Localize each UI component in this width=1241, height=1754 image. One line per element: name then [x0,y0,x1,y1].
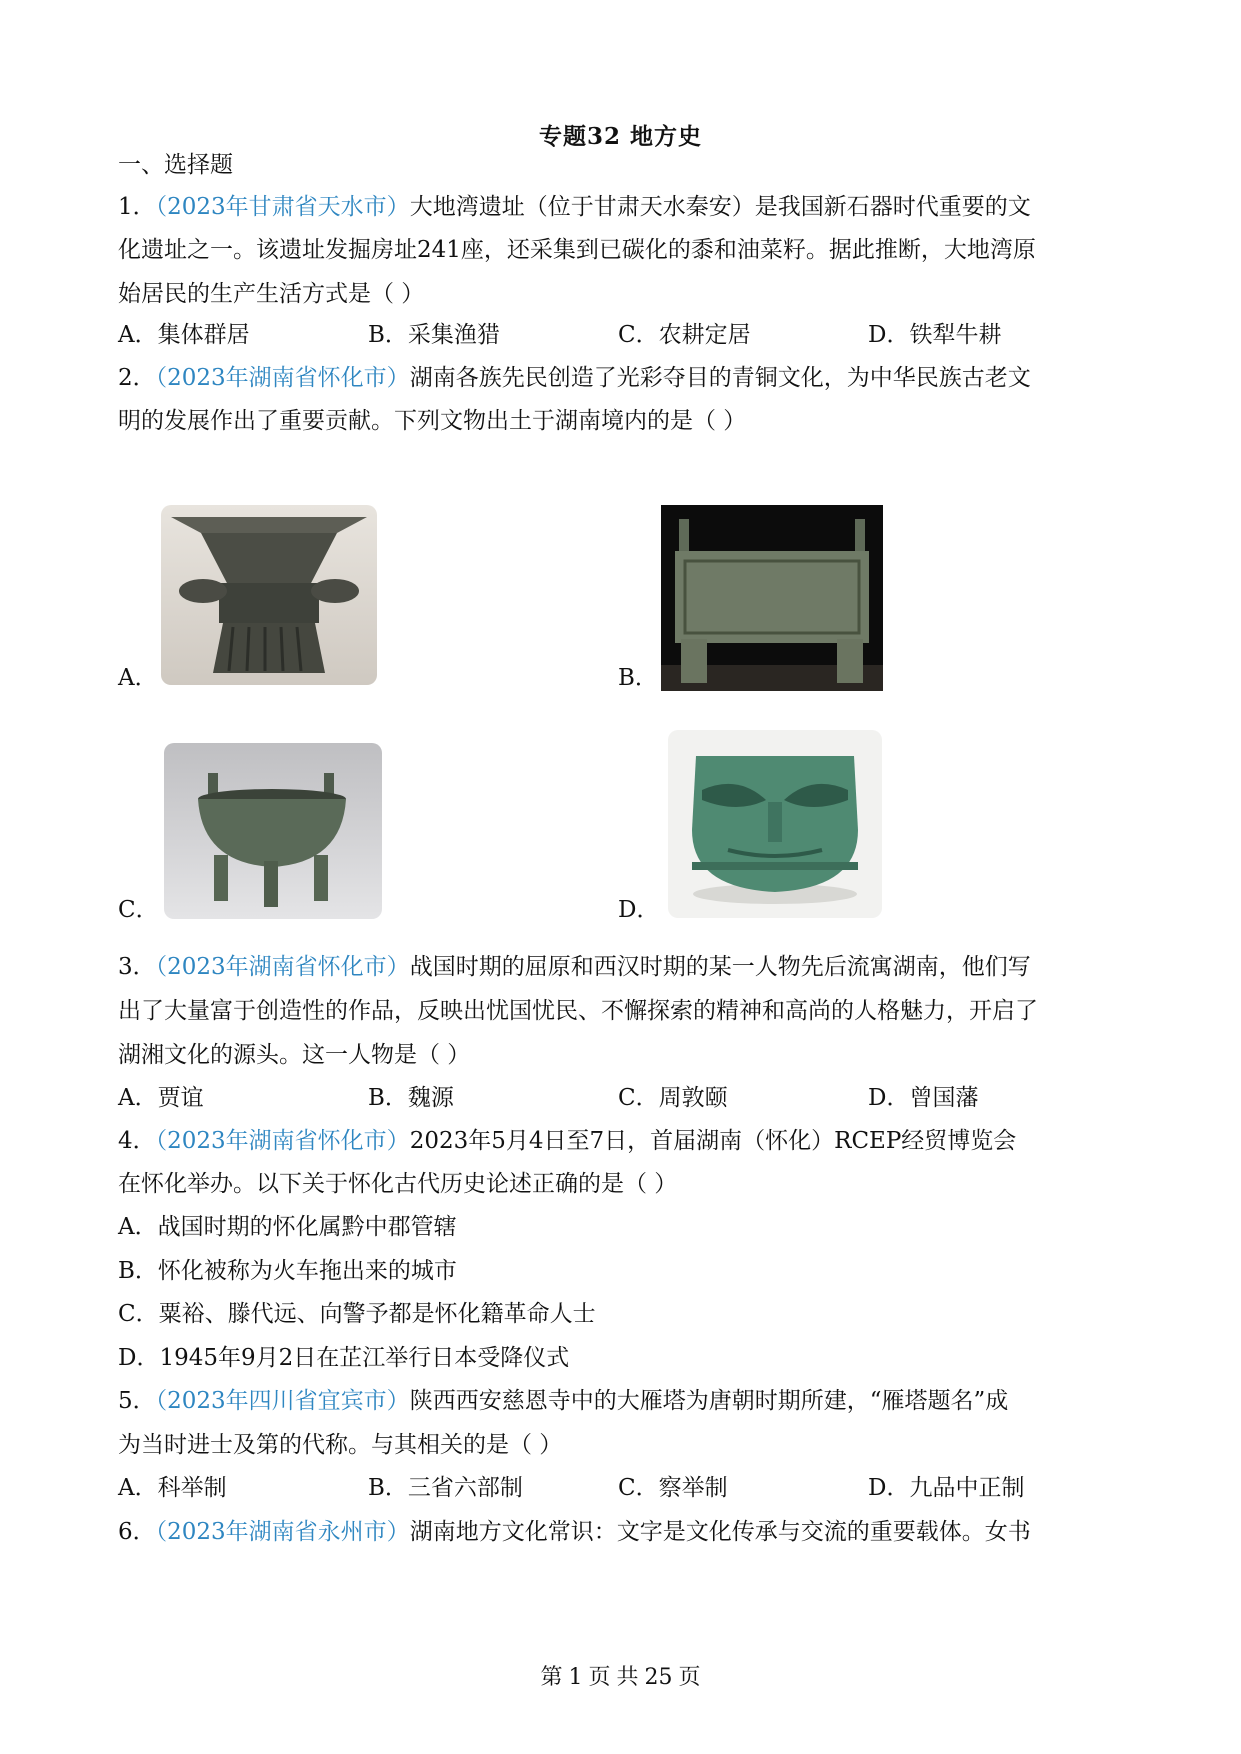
footer-text: 共 [616,1665,639,1690]
question-text: 大地湾遗址（位于甘肃天水秦安）是我国新石器时代重要的文 [409,194,1031,220]
bronze-ding-round-image [164,743,382,919]
bronze-ding-square-image [661,505,883,691]
option-b: B．怀化被称为火车拖出来的城市 [118,1258,457,1284]
footer-text: 页 [588,1665,611,1690]
option-a: A．贾谊 [118,1085,204,1111]
question-text: 2023年5月4日至7日，首届湖南（怀化）RCEP经贸博览会 [409,1128,1017,1154]
question-2 [118,363,1128,393]
page-number: 1 [568,1665,583,1690]
question-number: 3． [118,954,156,980]
question-text: 明的发展作出了重要贡献。下列文物出土于湖南境内的是（ ） [118,408,747,434]
question-number: 1． [118,194,156,220]
option-d: D．铁犁牛耕 [868,322,1002,348]
footer-text: 第 [540,1665,563,1690]
question-source: （2023年四川省宜宾市） [155,1388,410,1414]
question-source: （2023年湖南省怀化市） [155,1128,410,1154]
question-text: 湖南地方文化常识：文字是文化传承与交流的重要载体。女书 [409,1519,1031,1545]
question-3 [118,952,1128,982]
option-c: C． [118,897,159,923]
option-b: B． [618,665,658,691]
question-text: 化遗址之一。该遗址发掘房址241座，还采集到已碳化的黍和油菜籽。据此推断，大地湾原 [118,237,1036,263]
question-text: 在怀化举办。以下关于怀化古代历史论述正确的是（ ） [118,1171,678,1197]
question-text: 湖湘文化的源头。这一人物是（ ） [118,1042,471,1068]
bronze-zun-image [161,505,377,685]
option-d: D．九品中正制 [868,1475,1025,1501]
option-d: D．曾国藩 [868,1085,979,1111]
option-d: D． [618,897,660,923]
page-footer [0,1660,1241,1691]
option-a: A．战国时期的怀化属黔中郡管辖 [118,1214,457,1240]
question-text: 始居民的生产生活方式是（ ） [118,281,425,307]
question-6 [118,1517,1128,1547]
question-source: （2023年甘肃省天水市） [155,194,410,220]
question-number: 6． [118,1519,156,1545]
question-number: 2． [118,365,156,391]
question-text: 出了大量富于创造性的作品，反映出忧国忧民、不懈探索的精神和高尚的人格魅力，开启了 [118,998,1038,1024]
question-number: 5． [118,1388,156,1414]
option-a: A． [118,665,158,691]
question-text: 战国时期的屈原和西汉时期的某一人物先后流寓湖南，他们写 [409,954,1031,980]
question-4 [118,1126,1128,1156]
question-source: （2023年湖南省怀化市） [155,365,410,391]
option-b: B．三省六部制 [368,1475,523,1501]
total-pages: 25 [644,1665,673,1690]
option-c: C．农耕定居 [618,322,751,348]
option-b: B．采集渔猎 [368,322,500,348]
option-c: C．粟裕、滕代远、向警予都是怀化籍革命人士 [118,1301,596,1327]
option-c: C．周敦颐 [618,1085,728,1111]
section-heading: 一、选择题 [118,152,233,178]
question-source: （2023年湖南省永州市） [155,1519,410,1545]
question-number: 4． [118,1128,156,1154]
question-1 [118,192,1128,222]
page-title: 专题32 地方史 [538,123,702,150]
option-b: B．魏源 [368,1085,454,1111]
question-text: 湖南各族先民创造了光彩夺目的青铜文化，为中华民族古老文 [409,365,1031,391]
footer-text: 页 [678,1665,701,1690]
question-text: 陕西西安慈恩寺中的大雁塔为唐朝时期所建，“雁塔题名”成 [409,1388,1009,1414]
option-a: A．科举制 [118,1475,227,1501]
option-c: C．察举制 [618,1475,728,1501]
option-a: A．集体群居 [118,322,250,348]
question-source: （2023年湖南省怀化市） [155,954,410,980]
bronze-mask-image [668,730,882,918]
option-d: D．1945年9月2日在芷江举行日本受降仪式 [118,1345,570,1371]
question-5 [118,1386,1128,1416]
question-text: 为当时进士及第的代称。与其相关的是（ ） [118,1432,563,1458]
